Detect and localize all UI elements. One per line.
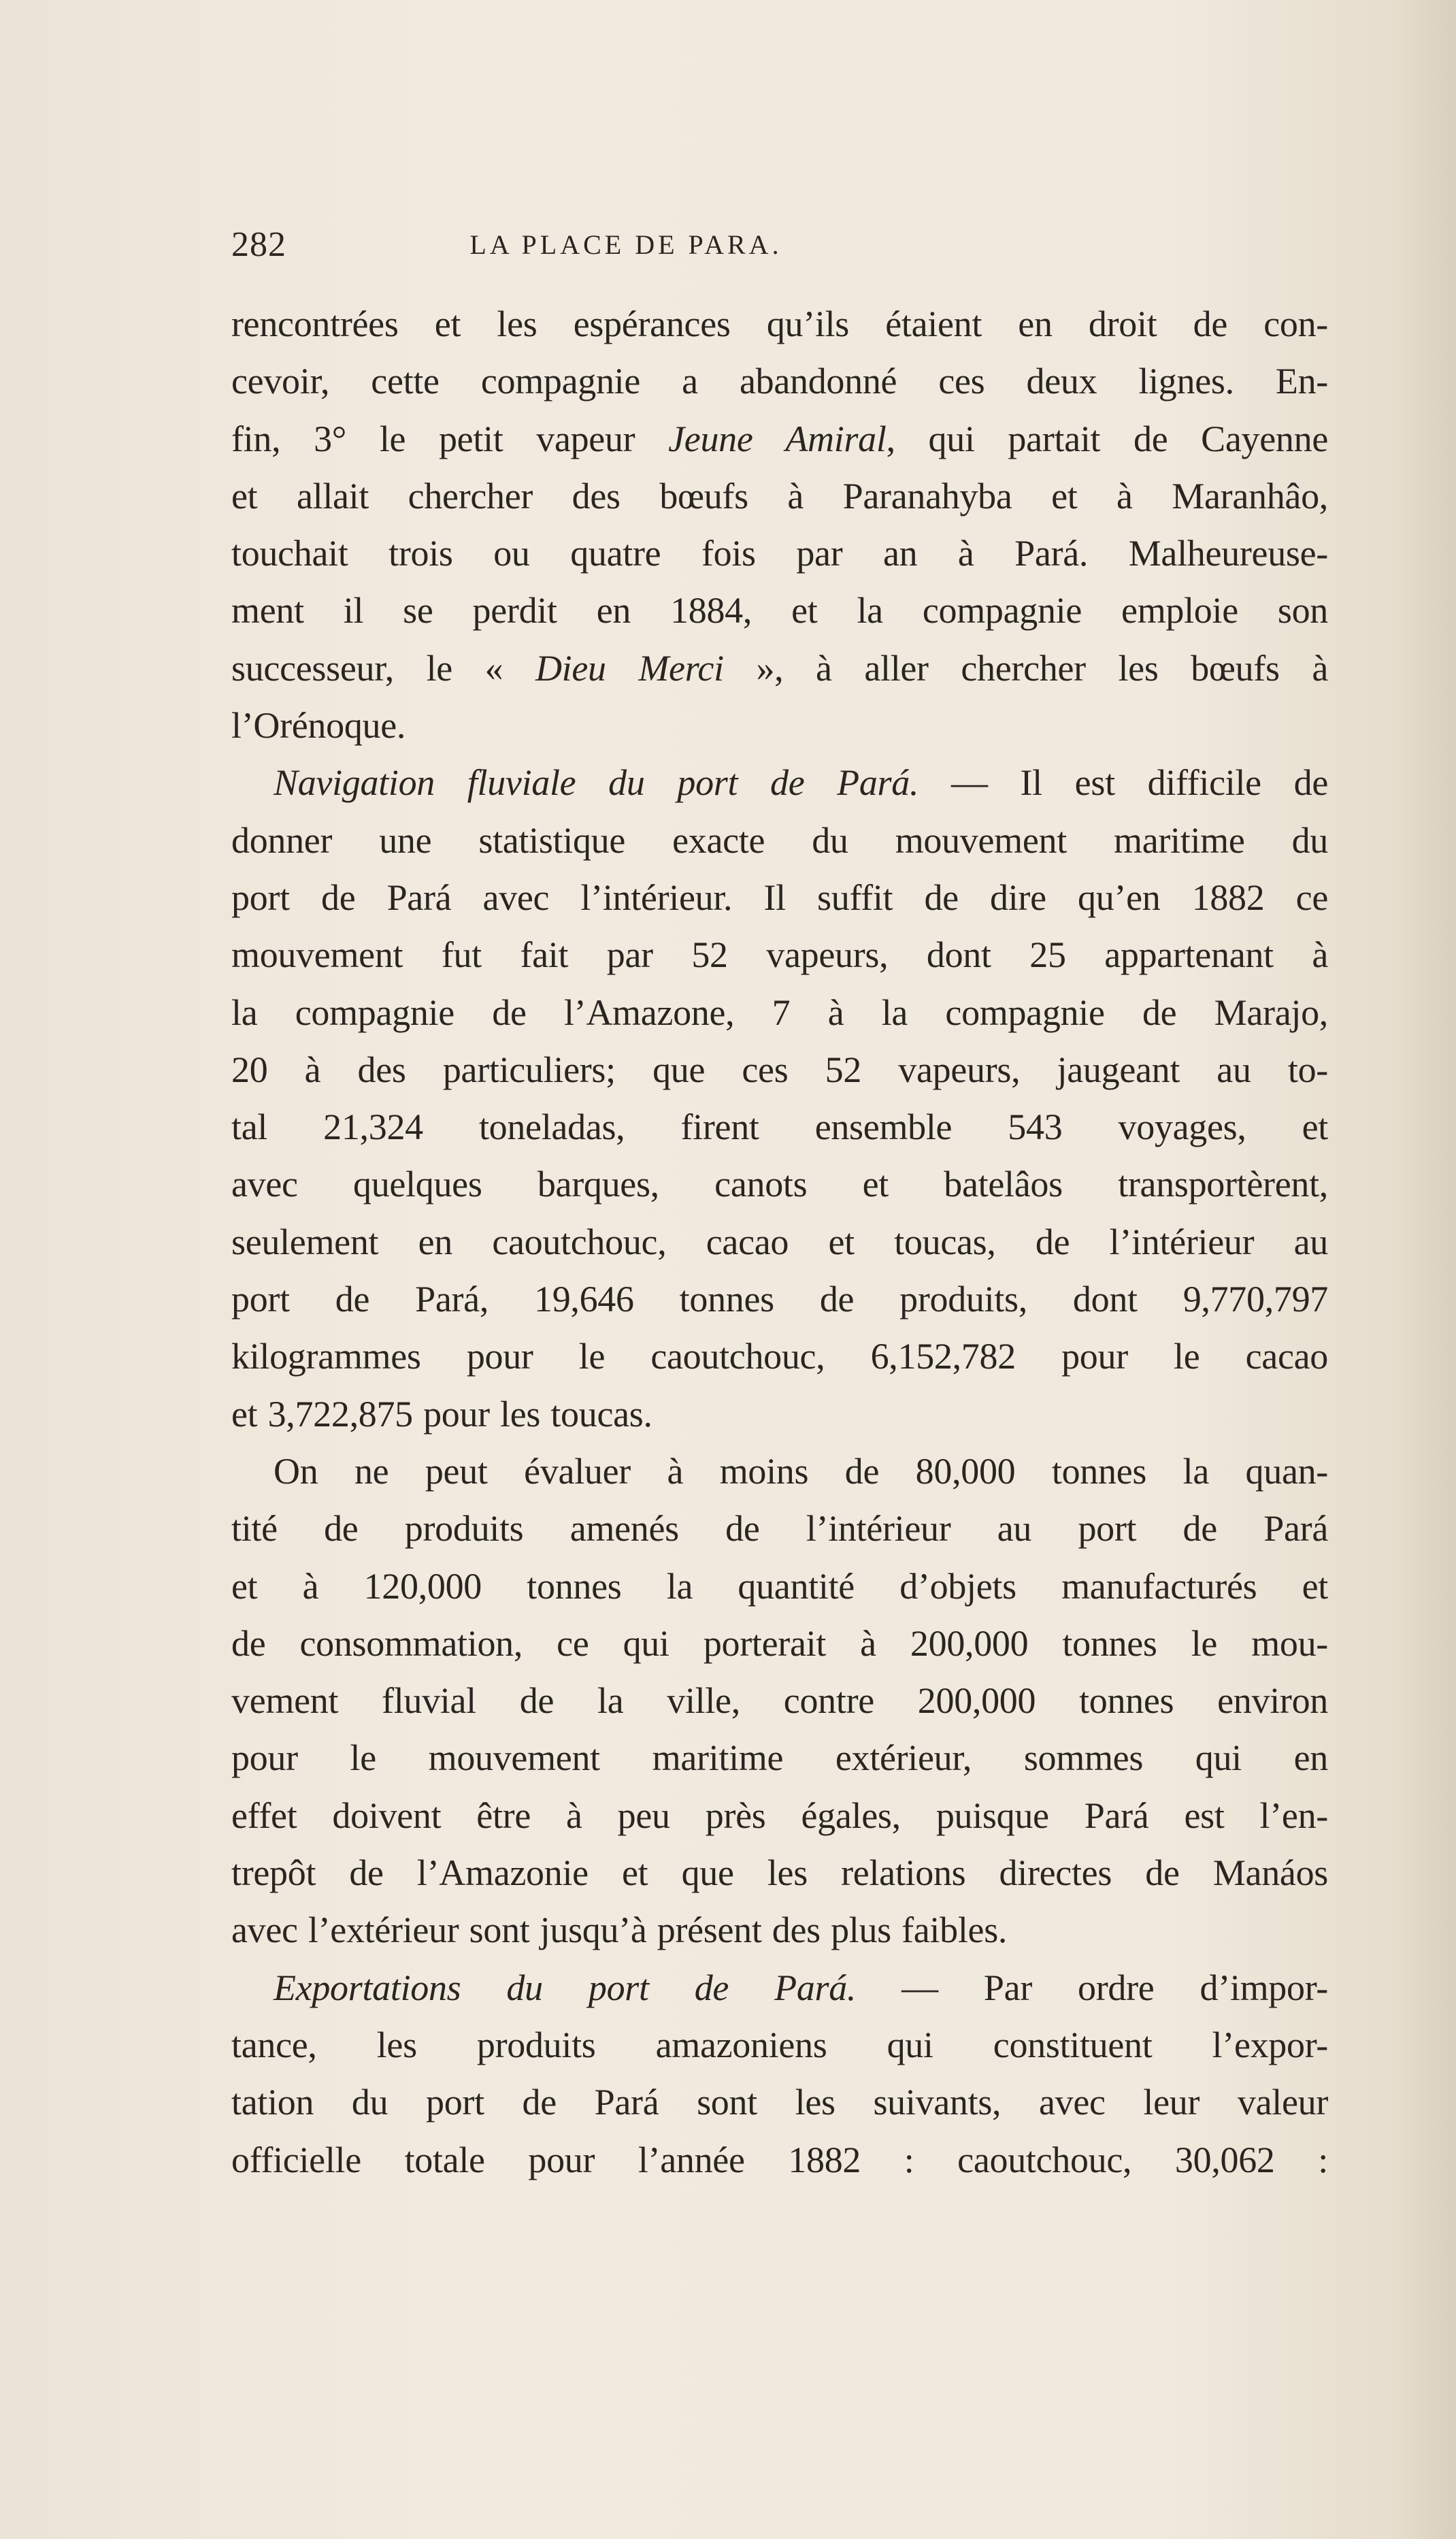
- text-line: [231, 1558, 1328, 1615]
- text-segment: mouvement fut fait par 52 vapeurs, dont 25 appartenant à: [231, 934, 1328, 976]
- text-segment: avec quelques barques, canots et batelâos transportèrent,: [231, 1164, 1328, 1205]
- body-text: [231, 295, 1328, 2189]
- text-segment: , qui partait de Cayenne: [886, 418, 1328, 459]
- italic-text: Jeune Amiral: [668, 418, 887, 459]
- text-segment: tation du port de Pará sont les suivants, avec leur valeur: [231, 2082, 1328, 2123]
- text-segment: rencontrées et les espérances qu’ils étaient en droit de con-: [231, 304, 1328, 344]
- text-segment: de consommation, ce qui porterait à 200,000 tonnes le mou-: [231, 1622, 1328, 1664]
- text-segment: pour le mouvement maritime extérieur, sommes qui en: [231, 1737, 1328, 1779]
- text-segment: donner une statistique exacte du mouvement maritime du: [231, 819, 1328, 861]
- text-segment: et allait chercher des bœufs à Paranahyba et à Maranhâo,: [231, 475, 1328, 517]
- text-segment: tité de produits amenés de l’intérieur au port de Pará: [231, 1508, 1328, 1550]
- text-segment: 20 à des particuliers; que ces 52 vapeurs, jaugeant au to-: [231, 1049, 1328, 1090]
- text-line: [231, 1901, 1328, 1959]
- running-title: LA PLACE DE PARA.: [469, 229, 782, 260]
- text-segment: kilogrammes pour le caoutchouc, 6,152,782 pour le cacao: [231, 1336, 1328, 1377]
- text-segment: tance, les produits amazoniens qui constituent l’expor-: [231, 2024, 1328, 2065]
- text-line: [231, 525, 1328, 582]
- text-line: [231, 1959, 1328, 2016]
- text-line: [231, 1213, 1328, 1271]
- text-segment: tal 21,324 toneladas, firent ensemble 543 voyages, et: [231, 1107, 1328, 1148]
- text-line: [231, 1271, 1328, 1328]
- text-segment: port de Pará, 19,646 tonnes de produits, dont 9,770,797: [231, 1279, 1328, 1320]
- text-line: [231, 984, 1328, 1041]
- text-line: [231, 869, 1328, 926]
- text-segment: vement fluvial de la ville, contre 200,000 tonnes environ: [231, 1680, 1328, 1722]
- text-line: [231, 1844, 1328, 1901]
- text-segment: officielle totale pour l’année 1882 : caoutchouc, 30,062 :: [231, 2139, 1328, 2180]
- text-line: [231, 582, 1328, 639]
- text-line: [231, 353, 1328, 410]
- text-line: [231, 1328, 1328, 1385]
- text-segment: et 3,722,875 pour les toucas.: [231, 1393, 652, 1435]
- text-line: [231, 2131, 1328, 2189]
- text-line: [231, 640, 1328, 697]
- text-segment: ment il se perdit en 1884, et la compagnie emploie son: [231, 590, 1328, 632]
- text-line: [231, 1156, 1328, 1213]
- text-line: [231, 754, 1328, 811]
- text-segment: port de Pará avec l’intérieur. Il suffit de dire qu’en 1882 ce: [231, 877, 1328, 918]
- text-line: [231, 2074, 1328, 2131]
- text-line: [231, 1615, 1328, 1672]
- text-line: [231, 1500, 1328, 1557]
- text-line: [231, 1672, 1328, 1729]
- text-segment: touchait trois ou quatre fois par an à Pará. Malheureuse-: [231, 533, 1328, 574]
- page-number: 282: [231, 225, 286, 264]
- running-head: [0, 229, 1456, 261]
- text-line: [231, 1729, 1328, 1786]
- text-line: [231, 1386, 1328, 1443]
- text-segment: effet doivent être à peu près égales, puisque Pará est l’en-: [231, 1795, 1328, 1836]
- text-segment: fin, 3° le petit vapeur: [231, 418, 669, 459]
- text-line: [231, 2016, 1328, 2074]
- text-segment: trepôt de l’Amazonie et que les relations directes de Manáos: [231, 1852, 1328, 1894]
- text-segment: la compagnie de l’Amazone, 7 à la compagnie de Marajo,: [231, 992, 1328, 1033]
- text-line: [231, 1443, 1328, 1500]
- text-segment: cevoir, cette compagnie a abandonné ces deux lignes. En-: [231, 361, 1328, 402]
- text-segment: seulement en caoutchouc, cacao et toucas, de l’intérieur au: [231, 1221, 1328, 1262]
- text-segment: l’Orénoque.: [231, 705, 406, 747]
- text-line: [231, 926, 1328, 983]
- text-line: [231, 697, 1328, 754]
- italic-text: Navigation fluviale du port de Pará.: [274, 762, 919, 804]
- text-line: [231, 1787, 1328, 1844]
- italic-text: Exportations du port de Pará.: [274, 1967, 857, 2008]
- text-line: [231, 1041, 1328, 1098]
- text-segment: On ne peut évaluer à moins de 80,000 tonnes la quan-: [274, 1450, 1328, 1492]
- italic-text: Dieu Merci: [535, 647, 724, 689]
- text-line: [231, 1098, 1328, 1156]
- text-line: [231, 410, 1328, 468]
- text-line: [231, 468, 1328, 525]
- text-segment: et à 120,000 tonnes la quantité d’objets manufacturés et: [231, 1565, 1328, 1607]
- text-segment: — Par ordre d’impor-: [856, 1967, 1328, 2008]
- text-segment: successeur, le «: [231, 647, 535, 689]
- text-segment: », à aller chercher les bœufs à: [723, 647, 1329, 689]
- text-segment: avec l’extérieur sont jusqu’à présent des plus faibles.: [231, 1910, 1008, 1951]
- text-segment: — Il est difficile de: [919, 762, 1328, 804]
- text-line: [231, 295, 1328, 353]
- text-line: [231, 812, 1328, 869]
